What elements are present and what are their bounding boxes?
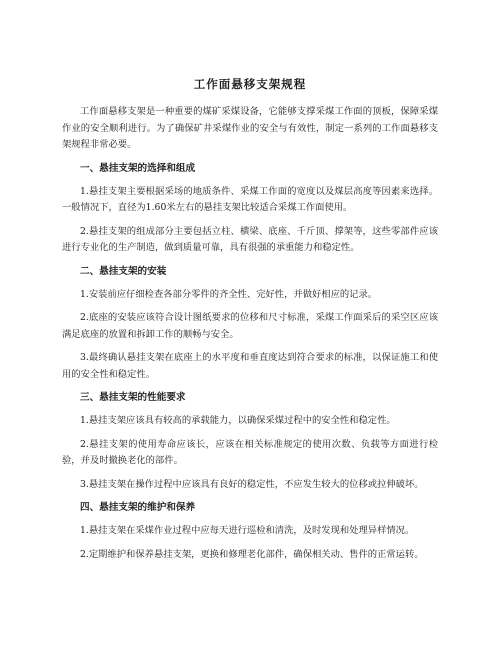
- section-paragraph: 1.安装前应仔细检查各部分零件的齐全性、完好性，并做好相应的记录。: [80, 288, 378, 300]
- section-paragraph: 1.悬挂支架应该具有较高的承载能力，以确保采煤过程中的安全性和稳定性。: [80, 415, 396, 426]
- section-paragraph: 1.悬挂支架主要根据采场的地质条件、采煤工作面的宽度以及煤层高度等因素来选择。一般情况下，直径为1.60米左右的悬挂支架比较适合采煤工作面使用。: [62, 185, 438, 213]
- section-paragraph: 3.悬挂支架在操作过程中应该具有良好的稳定性，不应发生较大的位移或拉伸破坏。: [80, 478, 424, 490]
- section-paragraph: 2.定期维护和保养悬挂支架，更换和修理老化部件，确保相关动、售件的正常运转。: [80, 548, 424, 560]
- document-title: 工作面悬移支架规程: [193, 77, 307, 91]
- section-heading: 二、悬挂支架的安装: [80, 265, 167, 277]
- section-maintenance: [62, 500, 438, 563]
- section-heading: 一、悬挂支架的选择和组成: [80, 162, 196, 174]
- intro-paragraph: 工作面悬移支架是一种重要的煤矿采煤设备，它能够支撑采煤工作面的顶板，保障采煤作业的安全顺利进行。为了确保矿井采煤作业的安全与有效性，制定一系列的工作面悬移支架规程非常必要。: [62, 106, 438, 150]
- section-paragraph: 2.悬挂支架的组成部分主要包括立柱、横梁、底座、千斤顶、撑架等，这些零部件应该进行专业化的生产制造，做到质量可靠，具有很强的承重能力和稳定性。: [62, 225, 438, 253]
- section-heading: 三、悬挂支架的性能要求: [80, 392, 186, 403]
- section-paragraph: 3.最终确认悬挂支架在底座上的水平度和垂直度达到符合要求的标准，以保证施工和使用的安全性和稳定性。: [62, 352, 438, 380]
- section-paragraph: 2.悬挂支架的使用寿命应该长，应该在相关标准规定的使用次数、负载等方面进行检验，并及时撤换老化的部件。: [62, 438, 438, 466]
- section-selection: [62, 161, 438, 257]
- section-paragraph: 2.底座的安装应该符合设计图纸要求的位移和尺寸标准，采煤工作面采后的采空区应该满足底座的放置和拆卸工作的顺畅与安全。: [62, 312, 438, 340]
- section-performance: [62, 390, 438, 493]
- section-heading: 四、悬挂支架的维护和保养: [80, 502, 196, 513]
- section-paragraph: 1.悬挂支架在采煤作业过程中应每天进行巡检和清洗，及时发现和处理异样情况。: [80, 525, 415, 536]
- section-installation: [62, 264, 438, 384]
